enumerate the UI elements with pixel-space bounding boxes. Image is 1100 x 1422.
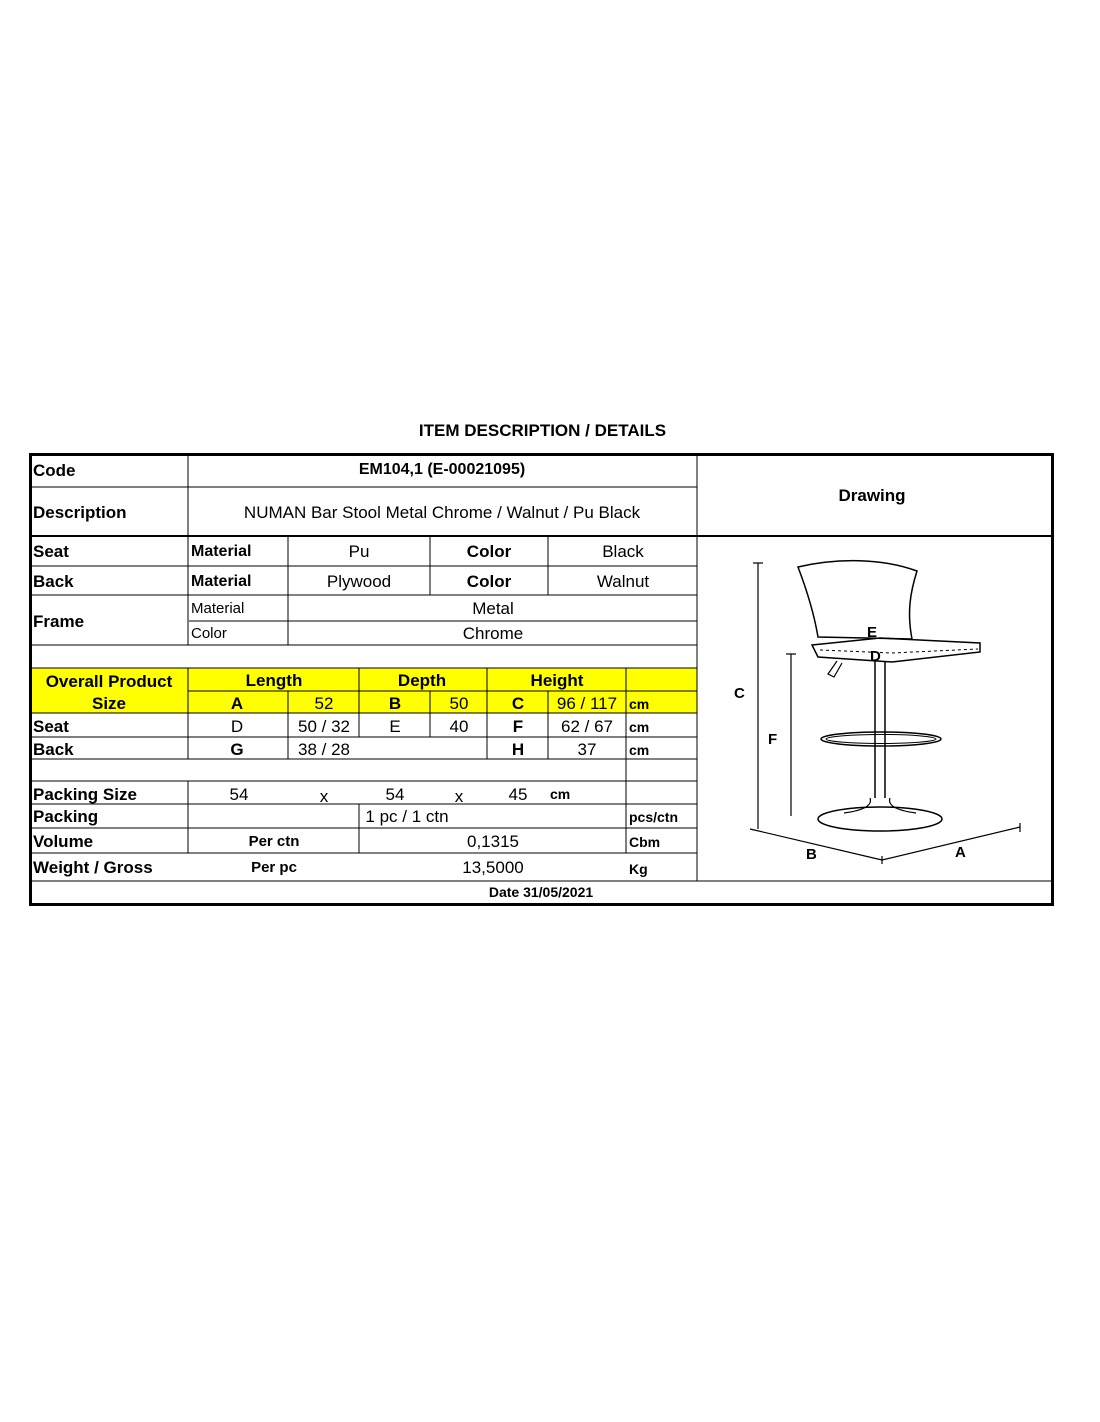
dim-c-letter: C xyxy=(511,694,525,713)
frame-label: Frame xyxy=(33,612,85,631)
packing-size-label: Packing Size xyxy=(33,785,137,804)
dim-h-value: 37 xyxy=(577,740,597,759)
dim-f-letter: F xyxy=(512,717,524,736)
dim-d-value: 50 / 32 xyxy=(298,717,350,736)
dim-e-letter: E xyxy=(389,717,401,736)
weight-value: 13,5000 xyxy=(462,858,524,877)
packing-unit: pcs/ctn xyxy=(629,809,679,825)
dim-c-unit: cm xyxy=(629,696,650,712)
dim-c-value: 96 / 117 xyxy=(556,694,618,713)
drawing-letter-e: E xyxy=(867,624,878,641)
volume-unit: Cbm xyxy=(629,834,661,850)
drawing-letter-f: F xyxy=(768,731,778,748)
depth-label: Depth xyxy=(397,671,447,690)
weight-label: Weight / Gross xyxy=(33,858,153,877)
date: Date 31/05/2021 xyxy=(488,884,594,900)
packing-size-v2: 54 xyxy=(385,785,405,804)
size-label-line2: Size xyxy=(91,694,127,713)
dim-a-letter: A xyxy=(230,694,244,713)
dim-b-letter: B xyxy=(388,694,402,713)
volume-per: Per ctn xyxy=(248,833,300,850)
packing-size-x1: x xyxy=(319,787,329,806)
drawing-letter-a: A xyxy=(955,844,966,861)
drawing-letter-c: C xyxy=(734,685,745,702)
back-label: Back xyxy=(33,572,74,591)
back-material-label: Material xyxy=(191,573,252,590)
back-material: Plywood xyxy=(326,572,392,591)
height-label: Height xyxy=(530,671,584,690)
dim-b-value: 50 xyxy=(449,694,469,713)
spec-sheet xyxy=(29,453,1054,906)
back-color-label: Color xyxy=(466,572,512,591)
drawing-label: Drawing xyxy=(838,486,906,505)
back-color: Walnut xyxy=(596,572,650,591)
dim-e-value: 40 xyxy=(449,717,469,736)
packing-size-unit: cm xyxy=(550,786,571,802)
packing-label: Packing xyxy=(33,807,99,826)
dim-d-letter: D xyxy=(230,717,244,736)
dim-g-value: 38 / 28 xyxy=(298,740,350,759)
description-label: Description xyxy=(33,503,127,522)
weight-unit: Kg xyxy=(629,861,648,877)
seat-material: Pu xyxy=(348,542,370,561)
frame-material-label: Material xyxy=(191,600,245,617)
dim-a-value: 52 xyxy=(314,694,334,713)
dim-g-letter: G xyxy=(230,740,244,759)
code-label: Code xyxy=(33,461,76,480)
seat-label: Seat xyxy=(33,542,69,561)
packing-size-v1: 54 xyxy=(229,785,249,804)
stool-base xyxy=(818,807,942,831)
seat-material-label: Material xyxy=(191,543,252,560)
page-title: ITEM DESCRIPTION / DETAILS xyxy=(418,421,667,440)
dim-f-value: 62 / 67 xyxy=(561,717,613,736)
volume-value: 0,1315 xyxy=(467,832,519,851)
back-dims-label: Back xyxy=(33,740,74,759)
seat-color: Black xyxy=(602,542,644,561)
volume-label: Volume xyxy=(33,832,94,851)
frame-color: Chrome xyxy=(462,624,524,643)
dim-f-unit: cm xyxy=(629,719,650,735)
frame-color-label: Color xyxy=(191,625,227,642)
packing-size-v3: 45 xyxy=(508,785,528,804)
weight-per: Per pc xyxy=(251,859,297,876)
code-value: EM104,1 (E-00021095) xyxy=(358,461,526,478)
dim-h-letter: H xyxy=(511,740,525,759)
frame-material: Metal xyxy=(472,599,514,618)
packing-size-x2: x xyxy=(454,787,464,806)
bar-stool-drawing xyxy=(734,553,1042,873)
size-label-line1: Overall Product xyxy=(45,672,173,691)
dimension-line-a xyxy=(882,827,1020,860)
description-value: NUMAN Bar Stool Metal Chrome / Walnut / Pu Black xyxy=(243,503,641,522)
length-label: Length xyxy=(245,671,303,690)
packing-value: 1 pc / 1 ctn xyxy=(365,807,449,826)
seat-dims-label: Seat xyxy=(33,717,69,736)
stool-backrest xyxy=(798,561,917,639)
drawing-letter-b: B xyxy=(806,846,817,863)
dim-h-unit: cm xyxy=(629,742,650,758)
seat-color-label: Color xyxy=(466,542,512,561)
drawing-letter-d: D xyxy=(870,648,881,665)
